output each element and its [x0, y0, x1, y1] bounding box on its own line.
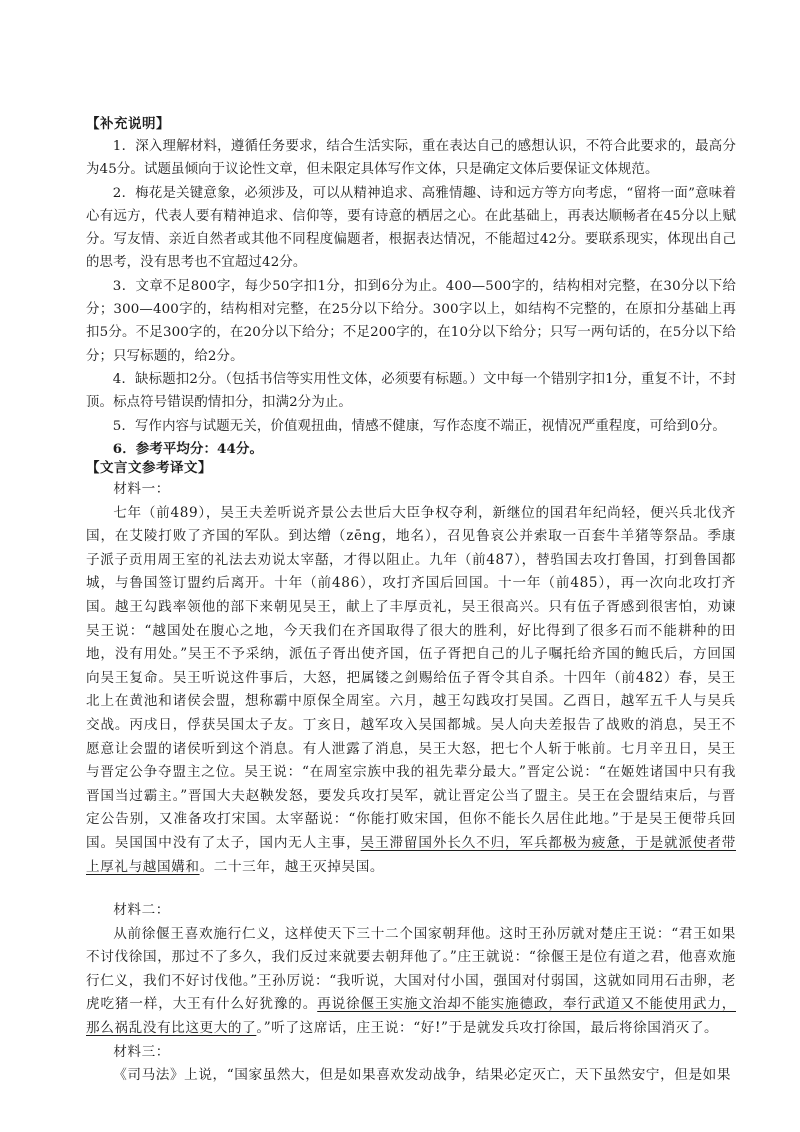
- material-2-text-b: 。”听了这席话，庄王说：“好!”于是就发兵攻打徐国，最后将徐国消灭了。: [256, 1020, 719, 1037]
- material-2-underlined-sentence: 再说徐偃王实施文治却不能实施德政，奉行武道又不能使用武力，那么祸乱没有比这更大的了: [86, 996, 736, 1037]
- supplement-paragraph-6: 6．参考平均分：44分。: [112, 440, 264, 457]
- material-2-text-a: 从前徐偃王喜欢施行仁义，这样使天下三十二个国家朝拜他。这时王孙厉就对楚庄王说：“君王如果不讨伐徐国，那过不了多久，我们反过来就要去朝拜他了。”庄王就说：“徐偃王是位有道之君，他喜欢施行仁义，我们不好讨伐他。”王孙厉说：“我听说，大国对付小国，强国对付弱国，这就如同用石击卵，老虎吃猪一样，大王有什么好犹豫的。: [86, 925, 736, 1013]
- material-1-label: 材料一：: [113, 481, 170, 497]
- material-1-text-a: 七年（前489），吴王夫差听说齐景公去世后大臣争权夺利，新继位的国君年纪尚轻，便兴兵北伐齐国，在艾陵打败了齐国的军队。到达缯（zēng，地名），召见鲁哀公并索取一百套牛羊猪等祭品。季康子派子贡用周王室的礼法去劝说太宰嚭，才得以阻止。九年（前487），替驺国去攻打鲁国，打到鲁国都城，与鲁国签订盟约后离开。十年（前486），攻打齐国后回国。十一年（前485），再一次向北攻打齐国。越王勾践率领他的部下来朝见吴王，献上了丰厚贡礼，吴王很高兴。只有伍子胥感到很害怕，劝谏吴王说：“越国处在腹心之地，今天我们在齐国取得了很大的胜利，好比得到了很多石而不能耕种的田地，没有用处。”吴王不予采纳，派伍子胥出使齐国，伍子胥把自己的儿子嘱托给齐国的鲍氏后，方回国向吴王复命。吴王听说这件事后，大怒，把属镂之剑赐给伍子胥令其自杀。十四年（前482）春，吴王北上在黄池和诸侯会盟，想称霸中原保全周室。六月，越王勾践攻打吴国。乙酉日，越军五千人与吴兵交战。丙戌日，俘获吴国太子友。丁亥日，越军攻入吴国都城。吴人向夫差报告了战败的消息，吴王不愿意让会盟的诸侯听到这个消息。有人泄露了消息，吴王大怒，把七个人斩于帐前。七月辛丑日，吴王与晋定公争夺盟主之位。吴王说：“在周室宗族中我的祖先辈分最大。”晋定公说：“在姬姓诸国中只有我晋国当过霸主。”晋国大夫赵鞅发怒，要发兵攻打吴军，就让晋定公当了盟主。吴王在会盟结束后，与晋定公告别，又准备攻打宋国。太宰嚭说：“你能打败宋国，但你不能长久居住此地。”于是吴王便带兵回国。吴国国中没有了太子，国内无人主事，: [86, 504, 736, 851]
- translation-title: 【文言文参考译文】: [86, 460, 212, 476]
- supplement-title: 【补充说明】: [86, 116, 170, 132]
- material-1-underlined-sentence: 吴王滞留国外长久不归，军兵都极为疲惫，于是就派使者带上厚礼与越国媾和: [86, 834, 736, 875]
- material-1-text: [86, 502, 736, 880]
- supplement-paragraph-1: 1．深入理解材料，遵循任务要求，结合生活实际，重在表达自己的感想认识，不符合此要求的，最高分为45分。试题虽倾向于议论性文章，但未限定具体写作文体，只是确定文体后要保证文体规范。: [86, 139, 736, 178]
- material-3-label: 材料三：: [113, 1043, 170, 1060]
- material-2-text: [86, 923, 736, 1041]
- supplement-section: [86, 112, 736, 461]
- material-3-text: 《司马法》上说，“国家虽然大，但是如果喜欢发动战争，结果必定灭亡，天下虽然安宁，但是如果: [113, 1067, 732, 1084]
- material-1-text-b: 。二十三年，越王灭掉吴国。: [199, 858, 385, 875]
- supplement-paragraph-4: 4．缺标题扣2分。（包括书信等实用性文体，必须要有标题。）文中每一个错别字扣1分，重复不计，不封顶。标点符号错误酌情扣分，扣满2分为止。: [86, 371, 736, 411]
- supplement-paragraph-2: 2．梅花是关键意象，必须涉及，可以从精神追求、高雅情趣、诗和远方等方向考虑，“留将一面”意味着心有远方，代表人要有精神追求、信仰等，要有诗意的栖居之心。在此基础上，再表达顺畅者在45分以上赋分。写友情、亲近自然者或其他不同程度偏题者，根据表达情况，不能超过42分。要联系现实，体现出自己的思考，没有思考也不宜超过42分。: [86, 185, 736, 271]
- supplement-paragraph-3: 3．文章不足800字，每少50字扣1分，扣到6分为止。400—500字的，结构相对完整，在30分以下给分；300—400字的，结构相对完整，在25分以下给分。300字以上，如结构不完整的，在原扣分基础上再扣5分。不足300字的，在20分以下给分；不足200字的，在10分以下给分；只写一两句话的，在5分以下给分；只写标题的，给2分。: [86, 278, 736, 364]
- supplement-paragraph-5: 5．写作内容与试题无关，价值观扭曲，情感不健康，写作态度不端正，视情况严重程度，可给到0分。: [112, 418, 726, 434]
- material-2-label: 材料二：: [113, 902, 170, 919]
- translation-section: [86, 456, 736, 1088]
